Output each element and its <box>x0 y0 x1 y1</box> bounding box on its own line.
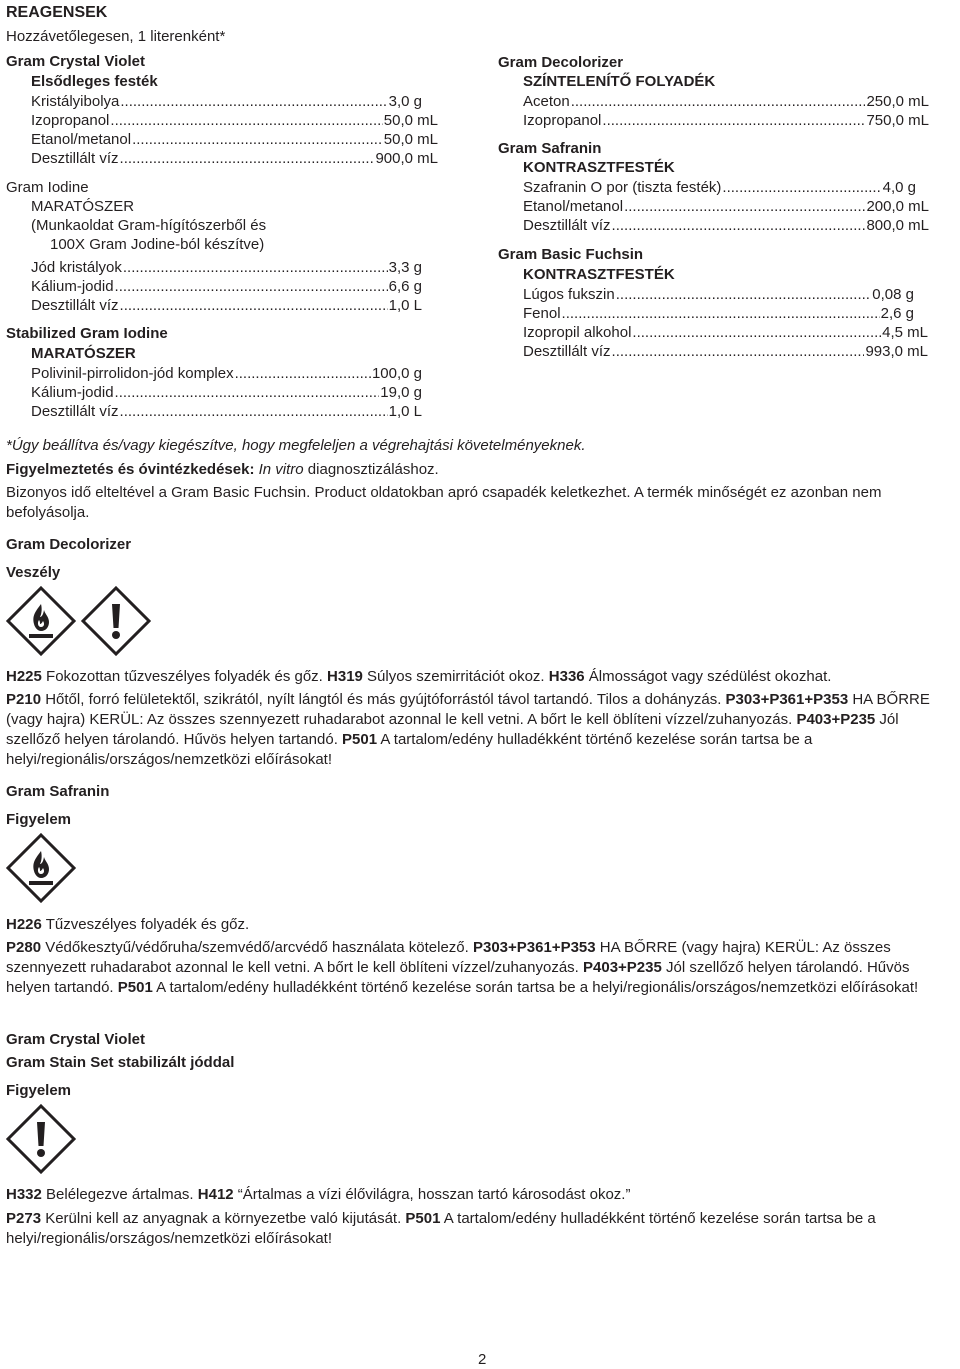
hazard-product: Gram Crystal Violet <box>6 1031 145 1048</box>
section-title: Gram Decolorizer <box>498 54 624 71</box>
reagent-row: Kálium-jodid ..... 19,0 g <box>31 383 422 402</box>
reagent-row: Izopropanol ..... 50,0 mL <box>31 111 438 130</box>
storage-note: Bizonyos idő elteltével a Gram Basic Fuchsin. Product oldatokban apró csapadék keletkezhet. A termék minőségét ez azonban nem befolyásolja. <box>6 484 882 521</box>
reagent-row: Jód kristályok ..... 3,3 g <box>31 258 422 277</box>
section-subtitle: 100X Gram Jodine-ból készítve) <box>50 236 265 253</box>
reagent-row: Etanol/metanol ..... 200,0 mL <box>523 197 929 216</box>
signal-word: Figyelem <box>6 1082 72 1099</box>
reagent-row: Polivinil-pirrolidon-jód komplex ..... 100,0 g <box>31 364 422 383</box>
exclamation-icon <box>6 1104 76 1174</box>
reagent-row: Aceton ..... 250,0 mL <box>523 92 929 111</box>
page-number: 2 <box>478 1351 487 1368</box>
reagent-row: Lúgos fukszin ..... 0,08 g <box>523 285 914 304</box>
reagent-row: Desztillált víz ..... 1,0 L <box>31 402 422 421</box>
reagent-row: Izopropanol ..... 750,0 mL <box>523 111 929 130</box>
section-subtitle: MARATÓSZER <box>31 198 135 215</box>
section-subtitle: SZÍNTELENÍTŐ FOLYADÉK <box>523 73 716 90</box>
hazard-product-secondary: Gram Stain Set stabilizált jóddal <box>6 1054 235 1071</box>
section-subtitle: (Munkaoldat Gram-hígítószerből és <box>31 217 267 234</box>
flame-icon <box>6 833 76 903</box>
p-statements: P273 Kerülni kell az anyagnak a környezetbe való kijutását. P501 A tartalom/edény hulladékként történő kezelése során tartsa be a helyi/regionális/országos/nemzetközi előírásokat! <box>6 1210 876 1247</box>
reagent-row: Desztillált víz ..... 1,0 L <box>31 296 422 315</box>
hazard-product: Gram Safranin <box>6 783 110 800</box>
reagent-row: Desztillált víz ..... 800,0 mL <box>523 216 929 235</box>
section-subtitle: Elsődleges festék <box>31 73 158 90</box>
reagent-row: Fenol ..... 2,6 g <box>523 304 914 323</box>
reagent-row: Desztillált víz ..... 900,0 mL <box>31 149 438 168</box>
section-title: Gram Iodine <box>6 179 89 196</box>
reagent-row: Szafranin O por (tiszta festék) ..... 4,0 g <box>523 178 916 197</box>
warning-line: Figyelmeztetés és óvintézkedések: In vitro diagnosztizáláshoz. <box>6 461 439 478</box>
reagent-row: Etanol/metanol ..... 50,0 mL <box>31 130 438 149</box>
reagent-row: Desztillált víz ..... 993,0 mL <box>523 342 928 361</box>
exclamation-icon <box>81 586 151 656</box>
h-statements: H332 Belélegezve ártalmas. H412 “Ártalmas a vízi élővilágra, hosszan tartó károsodást okoz.” <box>6 1186 631 1203</box>
signal-word: Veszély <box>6 564 61 581</box>
flame-icon <box>6 586 76 656</box>
p-statements: P210 Hőtől, forró felületektől, szikrától, nyílt lángtól és más gyújtóforrástól távol tartandó. Tilos a dohányzás. P303+P361+P353 HA BŐRRE (vagy hajra) KERÜL: Az összes szennyezett ruhadarabot azonnal le kell vetni. A bőrt le kell öblíteni vízzel/zuhanyozás. P403+P235 Jól szellőző helyen tárolandó. Hűvös helyen tartandó. P501 A tartalom/edény hulladékként történő kezelése során tartsa be a helyi/regionális/országos/nemzetközi előírásokat! <box>6 691 930 768</box>
section-subtitle: MARATÓSZER <box>31 345 136 362</box>
h-statements: H225 Fokozottan tűzveszélyes folyadék és gőz. H319 Súlyos szemirritációt okoz. H336 Álmosságot vagy szédülést okozhat. <box>6 668 832 685</box>
section-title: Gram Basic Fuchsin <box>498 246 644 263</box>
section-subtitle: KONTRASZTFESTÉK <box>523 266 675 283</box>
section-title: Gram Safranin <box>498 140 602 157</box>
reagent-row: Kálium-jodid ..... 6,6 g <box>31 277 422 296</box>
section-subtitle: KONTRASZTFESTÉK <box>523 159 675 176</box>
page-title: REAGENSEK <box>6 4 108 21</box>
section-title: Stabilized Gram Iodine <box>6 325 168 342</box>
signal-word: Figyelem <box>6 811 72 828</box>
section-title: Gram Crystal Violet <box>6 53 145 70</box>
h-statements: H226 Tűzveszélyes folyadék és gőz. <box>6 916 250 933</box>
page-subtitle: Hozzávetőlegesen, 1 literenként* <box>6 28 226 45</box>
reagent-row: Kristályibolya ..... 3,0 g <box>31 92 422 111</box>
reagent-row: Izopropil alkohol ..... 4,5 mL <box>523 323 928 342</box>
hazard-product: Gram Decolorizer <box>6 536 132 553</box>
footnote: *Úgy beállítva és/vagy kiegészítve, hogy megfeleljen a végrehajtási követelményeknek. <box>6 437 586 454</box>
p-statements: P280 Védőkesztyű/védőruha/szemvédő/arcvédő használata kötelező. P303+P361+P353 HA BŐRRE (vagy hajra) KERÜL: Az összes szennyezett ruhadarabot azonnal le kell vetni. A bőrt le kell öblíteni vízzel/zuhanyozás. P403+P235 Jól szellőző helyen tárolandó. Hűvös helyen tartandó. P501 A tartalom/edény hulladékként történő kezelése során tartsa be a helyi/regionális/országos/nemzetközi előírásokat! <box>6 939 919 996</box>
